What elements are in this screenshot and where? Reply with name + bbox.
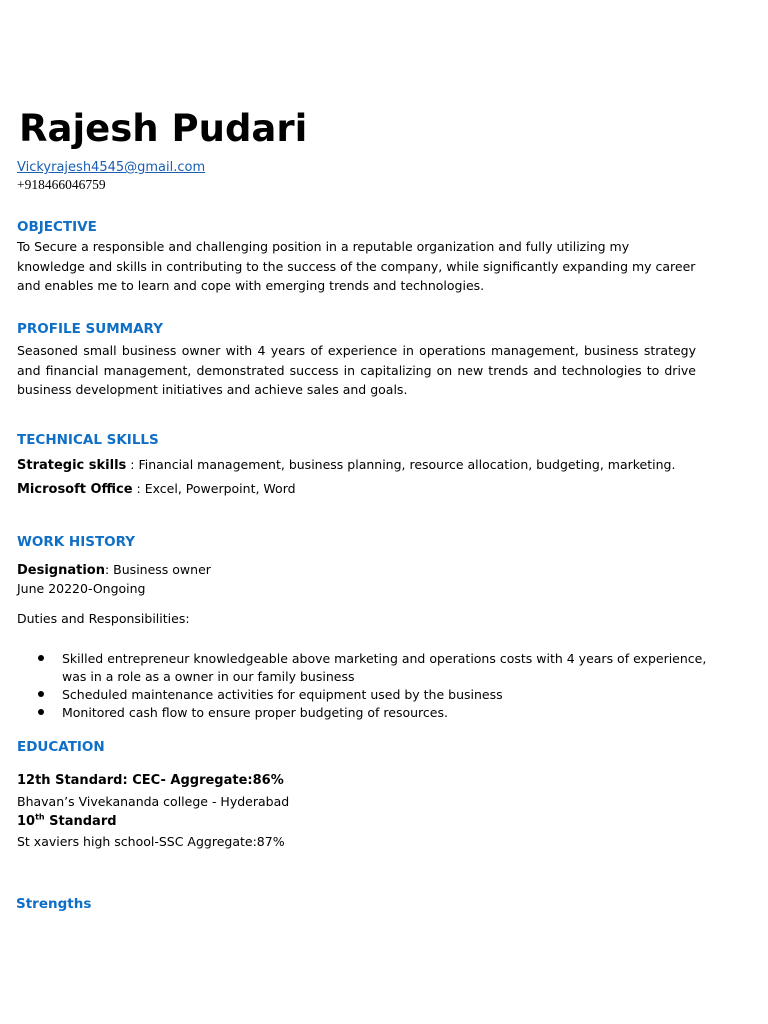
work-history-heading: WORK HISTORY [17, 534, 136, 550]
list-item [17, 704, 717, 722]
duties-label: Duties and Responsibilities: [17, 611, 190, 626]
designation-label: Designation [17, 563, 105, 578]
technical-skills-heading: TECHNICAL SKILLS [17, 432, 159, 448]
list-item [17, 686, 717, 704]
education-10th-title [17, 813, 117, 831]
skill-office-label: Microsoft Office [17, 482, 133, 497]
duty-text: Monitored cash flow to ensure proper budgeting of resources. [62, 705, 448, 720]
email-link[interactable]: Vickyrajesh4545@gmail.com [17, 160, 206, 175]
profile-summary-heading: PROFILE SUMMARY [17, 321, 163, 337]
work-dates: June 20220-Ongoing [17, 581, 146, 596]
bullet-icon [38, 655, 44, 661]
skill-office-value: : Excel, Powerpoint, Word [132, 481, 296, 496]
skill-microsoft-office [17, 480, 296, 499]
strengths-heading: Strengths [16, 896, 92, 912]
skill-strategic-value: : Financial management, business planning, resource allocation, budgeting, marketing. [126, 457, 676, 472]
skill-strategic [17, 456, 675, 475]
bullet-icon [38, 709, 44, 715]
skill-strategic-label: Strategic skills [17, 458, 127, 473]
duties-list [17, 650, 717, 722]
objective-text: To Secure a responsible and challenging position in a reputable organization and fully utilizing my knowledge and skills in contributing to the success of the company, while significantly expanding my career and enables me to learn and cope with emerging trends and technologies. [17, 239, 696, 293]
bullet-icon [38, 691, 44, 697]
objective-heading: OBJECTIVE [17, 219, 97, 235]
designation-value: : Business owner [105, 562, 211, 577]
education-heading: EDUCATION [17, 739, 105, 755]
phone-number: +918466046759 [17, 177, 106, 192]
education-10th-school: St xaviers high school-SSC Aggregate:87% [17, 834, 285, 849]
education-12th-title: 12th Standard: CEC- Aggregate:86% [17, 773, 284, 788]
education-10th-number: 10 [17, 814, 36, 829]
candidate-name: Rajesh Pudari [19, 107, 308, 150]
education-10th-suffix: th [35, 812, 45, 822]
duty-text: Skilled entrepreneur knowledgeable above marketing and operations costs with 4 years of experience, was in a role as a owner in our family business [62, 651, 707, 684]
education-12th-school: Bhavan’s Vivekananda college - Hyderabad [17, 794, 290, 809]
duty-text: Scheduled maintenance activities for equipment used by the business [62, 687, 503, 702]
designation-line [17, 561, 211, 580]
profile-summary-text: Seasoned small business owner with 4 years of experience in operations management, business strategy and financial management, demonstrated success in capitalizing on new trends and technologies to drive business development initiatives and achieve sales and goals. [17, 343, 696, 397]
education-10th-word: Standard [44, 814, 117, 829]
list-item [17, 650, 717, 686]
